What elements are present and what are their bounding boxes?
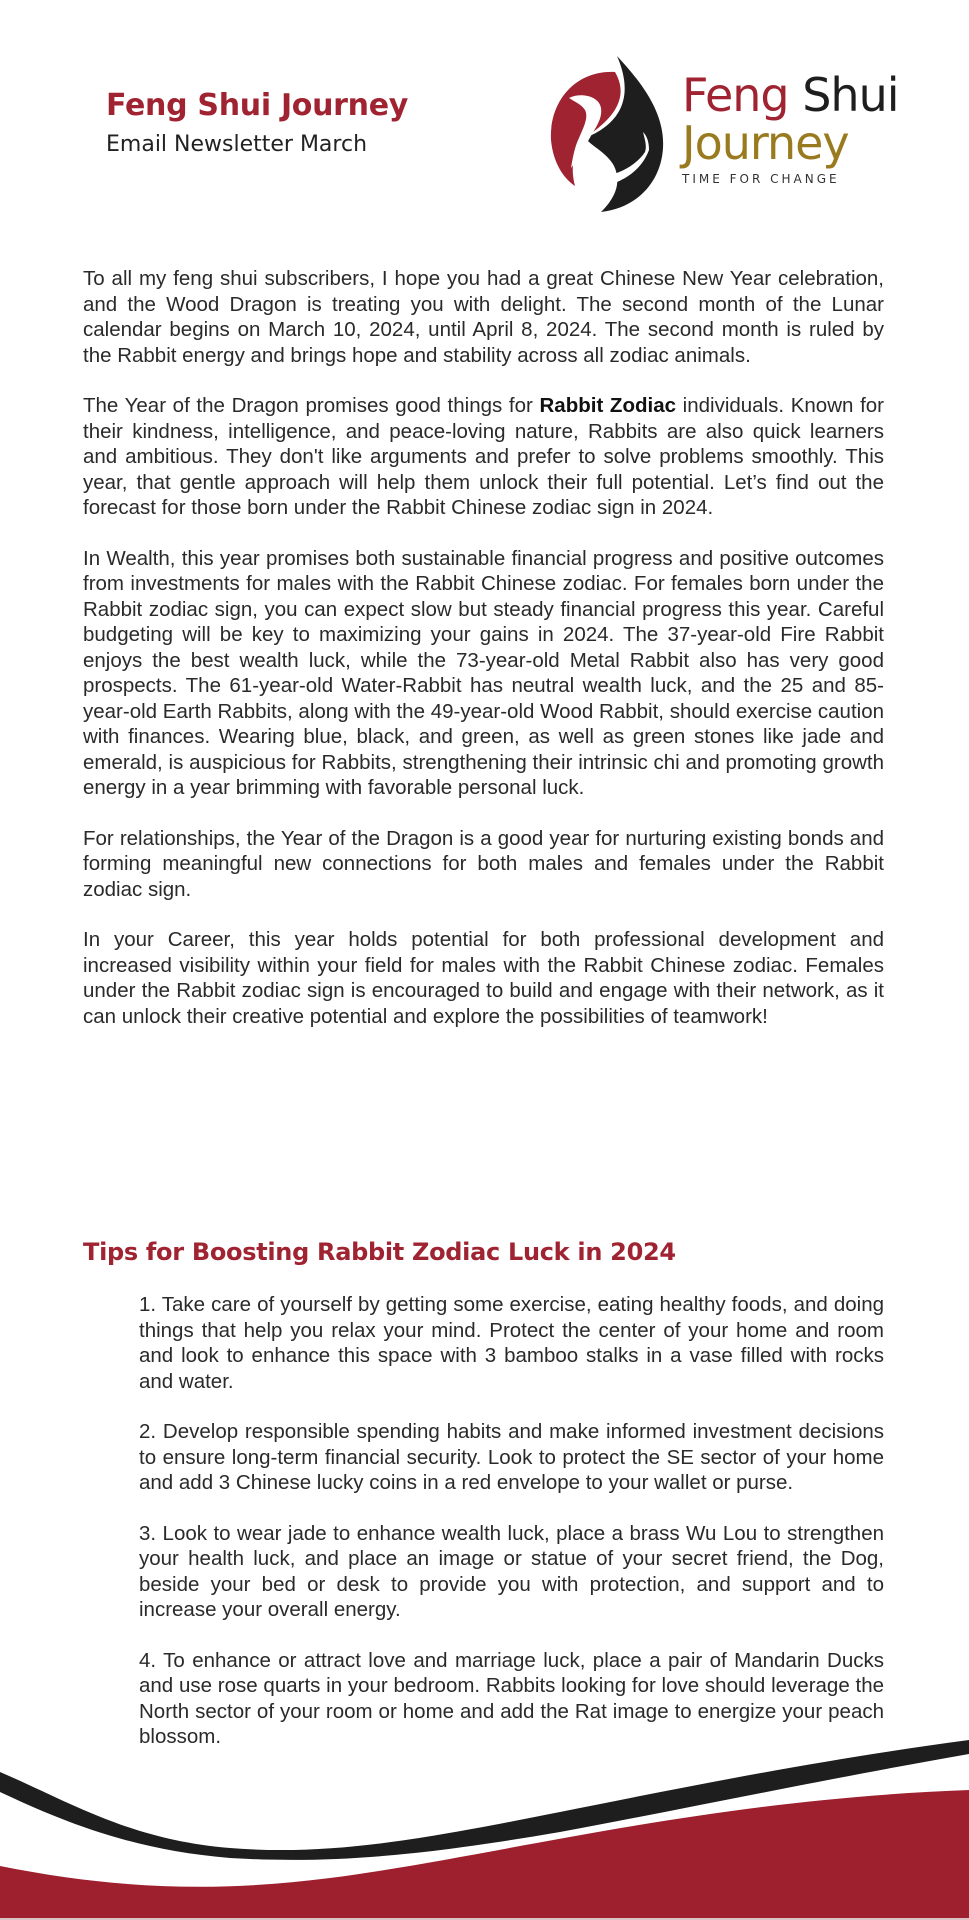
tips-list: [139, 1292, 884, 1775]
tip-item: 4. To enhance or attract love and marriage luck, place a pair of Mandarin Ducks and use rose quarts in your bedroom. Rabbits looking for love should leverage the North sector of your room or home and add the Rat image to energize your peach blossom.: [139, 1648, 884, 1748]
newsletter-header: [106, 86, 408, 160]
footer-wave-decoration: [0, 1740, 969, 1920]
tip-item: 1. Take care of yourself by getting some exercise, eating healthy foods, and doing things that help you relax your mind. Protect the center of your home and room and look to enhance this space with 3 bamboo stalks in a vase filled with rocks and water.: [139, 1293, 884, 1393]
koi-yin-yang-icon: [545, 52, 675, 212]
logo-word-shui: Shui: [802, 68, 899, 122]
tip-item: 2. Develop responsible spending habits and make informed investment decisions to ensure long-term financial security. Look to protect the SE sector of your home and add 3 Chinese lucky coins in a red envelope to your wallet or purse.: [139, 1420, 884, 1494]
brand-logo: [545, 52, 915, 212]
footer-red-wave: [0, 1790, 969, 1918]
logo-word-feng: Feng: [682, 68, 789, 122]
logo-word-journey: Journey: [682, 116, 849, 170]
logo-tagline: TIME FOR CHANGE: [682, 172, 840, 186]
relationships-paragraph: For relationships, the Year of the Dragon is a good year for nurturing existing bonds and forming meaningful new connections for both males and females under the Rabbit zodiac sign.: [83, 826, 884, 901]
dragon-text-post: individuals. Known for their kindness, intelligence, and peace-loving nature, Rabbits are also quick learners and ambitious. They don't like arguments and prefer to solve problems smoothly. This year, that gentle approach will help them unlock their full potential. Let’s find out the forecast for those born under the Rabbit Chinese zodiac sign in 2024.: [83, 394, 884, 519]
dragon-year-paragraph: [83, 393, 884, 521]
intro-paragraph: To all my feng shui subscribers, I hope you had a great Chinese New Year celebration, and the Wood Dragon is treating you with delight. The second month of the Lunar calendar begins on March 10, 2024, until April 8, 2024. The second month is ruled by the Rabbit energy and brings hope and stability across all zodiac animals.: [83, 267, 884, 367]
newsletter-title: Feng Shui Journey: [106, 88, 409, 123]
career-paragraph: In your Career, this year holds potential for both professional development and increased visibility within your field for males with the Rabbit Chinese zodiac. Females under the Rabbit zodiac sign is encouraged to build and engage with their network, as it can unlock their creative potential and explore the possibilities of teamwork!: [83, 928, 884, 1028]
dragon-text-pre: The Year of the Dragon promises good things for: [83, 394, 540, 417]
tip-item: 3. Look to wear jade to enhance wealth luck, place a brass Wu Lou to strengthen your health luck, and place an image or statue of your secret friend, the Dog, beside your bed or desk to provide you with protection, and support and to increase your overall energy.: [139, 1521, 884, 1621]
wealth-paragraph: In Wealth, this year promises both sustainable financial progress and positive outcomes from investments for males with the Rabbit Chinese zodiac. For females born under the Rabbit zodiac sign, you can expect slow but steady financial progress this year. Careful budgeting will be key to maximizing your gains in 2024. The 37-year-old Fire Rabbit enjoys the best wealth luck, while the 73-year-old Metal Rabbit also has very good prospects. The 61-year-old Water-Rabbit has neutral wealth luck, and the 25 and 85-year-old Earth Rabbits, along with the 49-year-old Wood Rabbit, should exercise caution with finances. Wearing blue, black, and green, as well as green stones like jade and emerald, is auspicious for Rabbits, strengthening their intrinsic chi and promoting growth energy in a year brimming with favorable personal luck.: [83, 546, 884, 799]
logo-wordmark: [682, 70, 899, 186]
newsletter-body: [83, 266, 884, 1054]
tips-heading: Tips for Boosting Rabbit Zodiac Luck in 2024: [83, 1238, 676, 1266]
newsletter-subtitle: Email Newsletter March: [106, 132, 368, 157]
rabbit-zodiac-emphasis: Rabbit Zodiac: [539, 394, 676, 417]
